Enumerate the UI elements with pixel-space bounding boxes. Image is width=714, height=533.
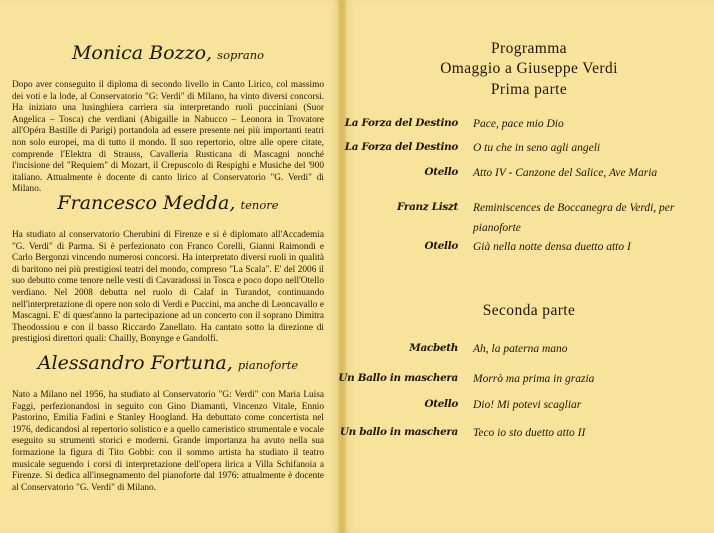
programme-subtitle: Omaggio a Giuseppe Verdi (440, 60, 618, 77)
bio-text: Ha studiato al conservatorio Cherubini di Firenze e si è diplomato all'Accademia "G. Verdi" di Parma. Si è perfezionato con Franco Corelli, Gianni Raimondi e Carlo Bergonzi vincendo numerosi concorsi. Ha interpretato diversi ruoli in qualità di baritono nei più prestigiosi teatri del mondo, compreso "La Scala". E' del 2006 il suo debutto come tenore nelle vesti di Cavaradossi in Tosca e poco dopo nell'Otello verdiano. Nel 2008 debutta nel ruolo di Calaf in Turandot, continuando nell'interpretazione di opere non solo di Verdi e Puccini, ma anche di Leoncavallo e Mascagni. E' di quest'anno la partecipazione ad un concerto con il soprano Dimitra Theodossiou e con il basso Riccardo Zanellato. Ha cantato sotto la direzione di prestigiosi direttori quali: Chailly, Bonynge e Gandolfi. (12, 230, 324, 345)
opera-title: Un ballo in maschera (339, 426, 458, 438)
bio-text: Dopo aver conseguito il diploma di secondo livello in Canto Lirico, col massimo dei voti e la lode, al Conservatorio "G: Verdi" di Milano, ha vinto diversi concorsi. Ha iniziato una lusinghiera carriera sia interpretando ruoli pucciniani (Suor Angelica – Tosca) che verdiani (Abigaille in Nabucco – Leonora in Trovatore all'Opéra Bastille di Parigi) portandola ad essere presente nei più importanti teatri non solo europei, ma di tutto il mondo. Il suo repertorio, oltre alle opere citate, comprende l'Elektra di Strauss, Cavalleria Rusticana di Mascagni nonché l'incisione del "Requiem" di Mozart, il Crepuscolo di Respighi e Musiche del '900 italiano. Attualmente è docente di canto lirico al Conservatorio "G. Verdi" di Milano. (12, 80, 324, 195)
piece-title: Dio! Mi potevi scagliar (473, 399, 582, 411)
opera-title: Un Ballo in maschera (338, 372, 458, 384)
opera-title: La Forza del Destino (344, 141, 458, 153)
bio-heading (12, 192, 324, 214)
piece-title: Teco io sto duetto atto II (473, 427, 586, 439)
programme-title: Programma (491, 40, 567, 57)
piece-title: Reminiscences de Boccanegra de Verdi, per pianoforte (473, 202, 675, 234)
piece-title: Morrò ma prima in grazia (473, 373, 595, 385)
performer-name: Monica Bozzo, (71, 42, 213, 64)
page-fold (338, 0, 346, 533)
piece-title: O tu che in seno agli angeli (473, 142, 601, 154)
piece-title: Ah, la paterna mano (473, 343, 568, 355)
composer-name: Franz Liszt (397, 201, 458, 213)
part-one-heading: Prima parte (490, 81, 568, 98)
bio-heading (12, 42, 324, 64)
opera-title: La Forza del Destino (344, 117, 458, 129)
piece-title: Atto IV - Canzone del Salice, Ave Maria (473, 167, 658, 179)
bio-francesco-medda (12, 192, 324, 346)
performer-role: soprano (217, 48, 265, 62)
opera-title: Macbeth (409, 342, 458, 354)
bio-alessandro-fortuna (12, 352, 324, 494)
right-page (344, 0, 714, 533)
performer-role: tenore (240, 198, 279, 212)
opera-title: Otello (424, 166, 458, 178)
performer-name: Alessandro Fortuna, (37, 352, 233, 374)
bio-text: Nato a Milano nel 1956, ha studiato al Conservatorio "G: Verdi" con Maria Luisa Faggi, perfezionandosi in seguito con Gino Diamanti, Vincenzo Vitale, Ennio Pastorino, Emilia Fadini e Stanley Hoogland. Ha debuttato come concertista nel 1976, dedicandosi al repertorio solistico e a quello cameristico strumentale e vocale eseguito su strumenti storici e moderni. Grande importanza ha avuto nella sua formazione la figura di Tito Gobbi: con il sommo artista ha studiato il teatro musicale seguendo i corsi di interpretazione dell'opera lirica a Villa Schifanoia a Firenze. Si dedica all'insegnamento del pianoforte dal 1976: attualmente è docente al Conservatorio "G. Verdi" di Milano. (12, 390, 324, 493)
piece-title: Già nella notte densa duetto atto I (473, 241, 631, 253)
bio-heading (12, 352, 324, 374)
performer-role: pianoforte (237, 358, 299, 372)
opera-title: Otello (424, 398, 458, 410)
part-two-heading: Seconda parte (482, 302, 576, 319)
opera-title: Otello (424, 240, 458, 252)
bio-monica-bozzo (12, 42, 324, 196)
performer-name: Francesco Medda, (57, 192, 236, 214)
piece-title: Pace, pace mio Dio (473, 118, 564, 130)
